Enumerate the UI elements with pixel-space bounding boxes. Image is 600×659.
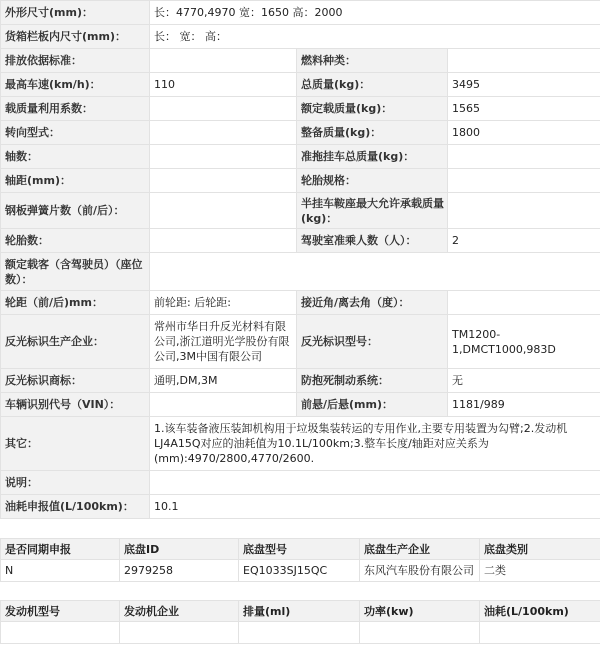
table-cell xyxy=(480,622,600,644)
spec-value: 无 xyxy=(448,369,600,393)
spec-label: 反光标识生产企业： xyxy=(1,315,150,369)
column-header: 功率(kw) xyxy=(360,601,480,622)
spec-label: 轮胎规格： xyxy=(297,169,448,193)
section-gap xyxy=(0,519,600,538)
spec-value: 2 xyxy=(448,229,600,253)
chassis-header-row xyxy=(1,539,600,560)
spec-value xyxy=(150,253,600,291)
spec-label: 油耗申报值(L/100km)： xyxy=(1,495,150,519)
spec-value: 前轮距: 后轮距: xyxy=(150,291,297,315)
spec-value: 长： 宽： 高： xyxy=(150,25,600,49)
spec-value: 常州市华日升反光材料有限公司,浙江道明光学股份有限公司,3M中国有限公司 xyxy=(150,315,297,369)
spec-row xyxy=(1,193,600,229)
spec-row xyxy=(1,97,600,121)
spec-row-notes xyxy=(1,471,600,495)
column-header: 底盘生产企业 xyxy=(360,539,480,560)
section-gap xyxy=(0,582,600,600)
spec-label: 轴数： xyxy=(1,145,150,169)
table-cell xyxy=(360,622,480,644)
column-header: 发动机型号 xyxy=(1,601,120,622)
spec-value xyxy=(150,393,297,417)
spec-value: 通明,DM,3M xyxy=(150,369,297,393)
engine-header-row xyxy=(1,601,600,622)
spec-label: 反光标识型号： xyxy=(297,315,448,369)
table-cell: 东风汽车股份有限公司 xyxy=(360,560,480,582)
spec-row-fuel xyxy=(1,495,600,519)
spec-row-other xyxy=(1,417,600,471)
spec-label: 额定载客（含驾驶员）（座位数）： xyxy=(1,253,150,291)
spec-value xyxy=(448,193,600,229)
spec-row xyxy=(1,73,600,97)
spec-label: 最高车速(km/h)： xyxy=(1,73,150,97)
spec-value xyxy=(150,49,297,73)
spec-label: 总质量(kg)： xyxy=(297,73,448,97)
spec-label: 整备质量(kg)： xyxy=(297,121,448,145)
spec-label: 车辆识别代号（VIN）： xyxy=(1,393,150,417)
column-header: 排量(ml) xyxy=(239,601,360,622)
column-header: 底盘ID xyxy=(120,539,239,560)
column-header: 底盘型号 xyxy=(239,539,360,560)
table-cell xyxy=(239,622,360,644)
column-header: 发动机企业 xyxy=(120,601,239,622)
table-cell xyxy=(1,622,120,644)
spec-value xyxy=(150,193,297,229)
spec-label: 轮胎数： xyxy=(1,229,150,253)
spec-label: 准拖挂车总质量(kg)： xyxy=(297,145,448,169)
column-header: 是否同期申报 xyxy=(1,539,120,560)
spec-row xyxy=(1,229,600,253)
spec-row xyxy=(1,291,600,315)
spec-value xyxy=(448,145,600,169)
spec-value xyxy=(448,291,600,315)
spec-row xyxy=(1,315,600,369)
spec-row xyxy=(1,145,600,169)
spec-value xyxy=(150,229,297,253)
table-cell: N xyxy=(1,560,120,582)
spec-row xyxy=(1,49,600,73)
spec-label: 额定载质量(kg)： xyxy=(297,97,448,121)
spec-row xyxy=(1,169,600,193)
spec-label: 轮距（前/后)mm： xyxy=(1,291,150,315)
spec-value xyxy=(150,471,600,495)
column-header: 底盘类别 xyxy=(480,539,600,560)
spec-label: 反光标识商标： xyxy=(1,369,150,393)
column-header: 油耗(L/100km) xyxy=(480,601,600,622)
spec-label: 排放依据标准： xyxy=(1,49,150,73)
spec-value: 长：4770,4970 宽：1650 高：2000 xyxy=(150,1,600,25)
spec-value xyxy=(448,169,600,193)
spec-value: 1565 xyxy=(448,97,600,121)
spec-value: 1800 xyxy=(448,121,600,145)
spec-value xyxy=(150,145,297,169)
spec-label: 防抱死制动系统： xyxy=(297,369,448,393)
spec-row xyxy=(1,369,600,393)
spec-label: 外形尺寸(mm)： xyxy=(1,1,150,25)
engine-data-row xyxy=(1,622,600,644)
table-cell xyxy=(120,622,239,644)
spec-value xyxy=(150,97,297,121)
spec-label: 接近角/离去角（度）： xyxy=(297,291,448,315)
table-cell: 二类 xyxy=(480,560,600,582)
spec-value: 110 xyxy=(150,73,297,97)
spec-row-dimensions xyxy=(1,1,600,25)
spec-label: 燃料种类： xyxy=(297,49,448,73)
spec-value: 10.1 xyxy=(150,495,600,519)
engine-table xyxy=(0,600,600,644)
spec-label: 转向型式： xyxy=(1,121,150,145)
spec-label: 半挂车鞍座最大允许承载质量(kg)： xyxy=(297,193,448,229)
spec-row xyxy=(1,393,600,417)
spec-row xyxy=(1,121,600,145)
spec-label: 前悬/后悬(mm)： xyxy=(297,393,448,417)
spec-value: TM1200-1,DMCT1000,983D xyxy=(448,315,600,369)
spec-value xyxy=(150,121,297,145)
spec-label: 载质量利用系数： xyxy=(1,97,150,121)
chassis-data-row xyxy=(1,560,600,582)
spec-label: 驾驶室准乘人数（人）： xyxy=(297,229,448,253)
spec-row-cargo-box xyxy=(1,25,600,49)
spec-label: 轴距(mm)： xyxy=(1,169,150,193)
spec-label: 货箱栏板内尺寸(mm)： xyxy=(1,25,150,49)
table-cell: EQ1033SJ15QC xyxy=(239,560,360,582)
spec-value xyxy=(448,49,600,73)
spec-label: 说明： xyxy=(1,471,150,495)
spec-value: 3495 xyxy=(448,73,600,97)
spec-row-seats xyxy=(1,253,600,291)
table-cell: 2979258 xyxy=(120,560,239,582)
spec-value: 1.该车装备液压装卸机构用于垃圾集装转运的专用作业,主要专用装置为勾臂;2.发动机LJ4A15Q对应的油耗值为10.1L/100km;3.整车长度/轴距对应关系为(mm):4970/2800,4770/2600. xyxy=(150,417,600,471)
spec-label: 其它： xyxy=(1,417,150,471)
chassis-table xyxy=(0,538,600,582)
spec-label: 钢板弹簧片数（前/后）： xyxy=(1,193,150,229)
spec-value: 1181/989 xyxy=(448,393,600,417)
spec-value xyxy=(150,169,297,193)
